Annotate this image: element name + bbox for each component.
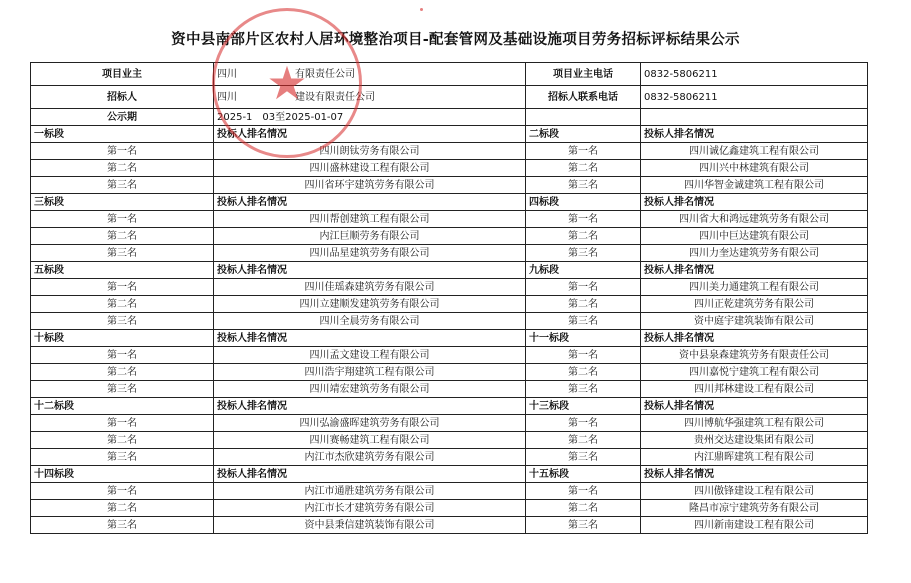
- rank-row: [31, 143, 868, 160]
- lot-name-left: 十二标段: [31, 398, 214, 415]
- lot-name-right: 二标段: [526, 126, 641, 143]
- lot-name-right: 十五标段: [526, 466, 641, 483]
- rank-label-right: 第二名: [526, 500, 641, 517]
- rank-label-left: 第二名: [31, 364, 214, 381]
- rank-label-right: 第一名: [526, 279, 641, 296]
- company-right: 贵州交达建设集团有限公司: [641, 432, 868, 449]
- rank-row: [31, 228, 868, 245]
- company-left: 资中县秉信建筑装饰有限公司: [214, 517, 526, 534]
- company-left: 四川全晨劳务有限公司: [214, 313, 526, 330]
- period-row: [31, 109, 868, 126]
- company-left: 四川孟文建设工程有限公司: [214, 347, 526, 364]
- rank-row: [31, 313, 868, 330]
- rank-row: [31, 415, 868, 432]
- rank-label-left: 第三名: [31, 313, 214, 330]
- rank-label-left: 第三名: [31, 381, 214, 398]
- company-left: 四川品星建筑劳务有限公司: [214, 245, 526, 262]
- company-left: 内江市长才建筑劳务有限公司: [214, 500, 526, 517]
- rank-label-left: 第三名: [31, 517, 214, 534]
- ranking-header-right: 投标人排名情况: [641, 330, 868, 347]
- page-title: 资中县南部片区农村人居环境整治项目-配套管网及基础设施项目劳务招标评标结果公示: [171, 32, 740, 48]
- company-right: 四川傲锋建设工程有限公司: [641, 483, 868, 500]
- lot-header-row: [31, 398, 868, 415]
- rank-label-right: 第三名: [526, 517, 641, 534]
- rank-row: [31, 432, 868, 449]
- ranking-header-left: 投标人排名情况: [214, 194, 526, 211]
- rank-label-right: 第二名: [526, 160, 641, 177]
- company-right: 四川省大和鸿远建筑劳务有限公司: [641, 211, 868, 228]
- company-left: 四川弘渝盛晖建筑劳务有限公司: [214, 415, 526, 432]
- tenderer-value: 四川 建设有限责任公司: [214, 86, 526, 109]
- rank-row: [31, 279, 868, 296]
- owner-row: [31, 63, 868, 86]
- period-empty-1: [526, 109, 641, 126]
- company-right: 资中县泉森建筑劳务有限责任公司: [641, 347, 868, 364]
- tenderer-row: [31, 86, 868, 109]
- rank-row: [31, 364, 868, 381]
- ranking-header-left: 投标人排名情况: [214, 466, 526, 483]
- rank-label-left: 第二名: [31, 160, 214, 177]
- owner-label: 项目业主: [31, 63, 214, 86]
- company-right: 四川邦林建设工程有限公司: [641, 381, 868, 398]
- rank-label-right: 第三名: [526, 177, 641, 194]
- lot-name-left: 十四标段: [31, 466, 214, 483]
- period-empty-2: [641, 109, 868, 126]
- company-right: 四川力奎达建筑劳务有限公司: [641, 245, 868, 262]
- company-right: 内江鼎晖建筑工程有限公司: [641, 449, 868, 466]
- lot-name-right: 十三标段: [526, 398, 641, 415]
- rank-row: [31, 347, 868, 364]
- ranking-header-right: 投标人排名情况: [641, 398, 868, 415]
- ranking-header-left: 投标人排名情况: [214, 126, 526, 143]
- tenderer-phone: 0832-5806211: [641, 86, 868, 109]
- rank-label-right: 第一名: [526, 415, 641, 432]
- company-left: 四川帮创建筑工程有限公司: [214, 211, 526, 228]
- rank-row: [31, 449, 868, 466]
- rank-row: [31, 500, 868, 517]
- rank-label-right: 第二名: [526, 364, 641, 381]
- company-left: 四川赛畅建筑工程有限公司: [214, 432, 526, 449]
- rank-label-right: 第一名: [526, 211, 641, 228]
- rank-label-left: 第三名: [31, 449, 214, 466]
- rank-label-left: 第二名: [31, 228, 214, 245]
- rank-row: [31, 296, 868, 313]
- company-left: 内江市杰欣建筑劳务有限公司: [214, 449, 526, 466]
- company-left: 四川朗钛劳务有限公司: [214, 143, 526, 160]
- ranking-header-left: 投标人排名情况: [214, 330, 526, 347]
- rank-label-right: 第二名: [526, 432, 641, 449]
- rank-row: [31, 177, 868, 194]
- rank-label-left: 第一名: [31, 211, 214, 228]
- seal-star-icon: ★: [266, 56, 308, 110]
- ranking-header-right: 投标人排名情况: [641, 194, 868, 211]
- company-right: 资中庭宇建筑装饰有限公司: [641, 313, 868, 330]
- rank-label-left: 第二名: [31, 500, 214, 517]
- lot-name-left: 十标段: [31, 330, 214, 347]
- owner-phone-label: 项目业主电话: [526, 63, 641, 86]
- tenderer-phone-label: 招标人联系电话: [526, 86, 641, 109]
- company-right: 四川中巨达建筑有限公司: [641, 228, 868, 245]
- result-table: [30, 56, 868, 534]
- company-right: 四川诚亿鑫建筑工程有限公司: [641, 143, 868, 160]
- lot-name-left: 一标段: [31, 126, 214, 143]
- rank-row: [31, 483, 868, 500]
- company-left: 四川靖宏建筑劳务有限公司: [214, 381, 526, 398]
- owner-phone: 0832-5806211: [641, 63, 868, 86]
- rank-label-left: 第一名: [31, 279, 214, 296]
- company-right: 四川美力通建筑工程有限公司: [641, 279, 868, 296]
- lot-name-right: 九标段: [526, 262, 641, 279]
- rank-label-left: 第三名: [31, 177, 214, 194]
- rank-row: [31, 245, 868, 262]
- ranking-header-right: 投标人排名情况: [641, 126, 868, 143]
- lot-header-row: [31, 466, 868, 483]
- lot-name-right: 十一标段: [526, 330, 641, 347]
- rank-label-right: 第一名: [526, 143, 641, 160]
- company-left: 内江巨顺劳务有限公司: [214, 228, 526, 245]
- rank-row: [31, 381, 868, 398]
- company-left: 四川立建顺发建筑劳务有限公司: [214, 296, 526, 313]
- ranking-header-right: 投标人排名情况: [641, 262, 868, 279]
- company-left: 四川佳瑶森建筑劳务有限公司: [214, 279, 526, 296]
- ranking-header-left: 投标人排名情况: [214, 398, 526, 415]
- rank-row: [31, 211, 868, 228]
- company-right: 隆昌市凉宁建筑劳务有限公司: [641, 500, 868, 517]
- rank-label-right: 第三名: [526, 449, 641, 466]
- company-left: 内江市通胜建筑劳务有限公司: [214, 483, 526, 500]
- rank-label-left: 第一名: [31, 415, 214, 432]
- rank-label-left: 第三名: [31, 245, 214, 262]
- rank-label-right: 第一名: [526, 347, 641, 364]
- company-right: 四川华智金诚建筑工程有限公司: [641, 177, 868, 194]
- rank-label-left: 第一名: [31, 143, 214, 160]
- company-left: 四川盛林建设工程有限公司: [214, 160, 526, 177]
- rank-label-left: 第一名: [31, 483, 214, 500]
- company-right: 四川新南建设工程有限公司: [641, 517, 868, 534]
- rank-label-right: 第三名: [526, 381, 641, 398]
- lot-name-left: 五标段: [31, 262, 214, 279]
- rank-label-right: 第二名: [526, 296, 641, 313]
- rank-label-left: 第一名: [31, 347, 214, 364]
- company-right: 四川兴中林建筑有限公司: [641, 160, 868, 177]
- rank-label-left: 第二名: [31, 296, 214, 313]
- lot-header-row: [31, 126, 868, 143]
- lot-header-row: [31, 330, 868, 347]
- owner-value: 四川 有限责任公司: [214, 63, 526, 86]
- company-right: 四川博航华强建筑工程有限公司: [641, 415, 868, 432]
- tenderer-label: 招标人: [31, 86, 214, 109]
- lot-header-row: [31, 262, 868, 279]
- company-right: 四川正乾建筑劳务有限公司: [641, 296, 868, 313]
- rank-row: [31, 160, 868, 177]
- rank-label-right: 第一名: [526, 483, 641, 500]
- rank-label-right: 第二名: [526, 228, 641, 245]
- rank-label-left: 第二名: [31, 432, 214, 449]
- red-dot-mark: [420, 8, 423, 11]
- company-right: 四川嘉悦宁建筑工程有限公司: [641, 364, 868, 381]
- rank-label-right: 第三名: [526, 313, 641, 330]
- lot-name-left: 三标段: [31, 194, 214, 211]
- ranking-header-right: 投标人排名情况: [641, 466, 868, 483]
- period-value: 2025-1 03至2025-01-07: [214, 109, 526, 126]
- company-left: 四川浩宇翔建筑工程有限公司: [214, 364, 526, 381]
- rank-label-right: 第三名: [526, 245, 641, 262]
- period-label: 公示期: [31, 109, 214, 126]
- rank-row: [31, 517, 868, 534]
- lot-name-right: 四标段: [526, 194, 641, 211]
- ranking-header-left: 投标人排名情况: [214, 262, 526, 279]
- company-left: 四川省环宇建筑劳务有限公司: [214, 177, 526, 194]
- lot-header-row: [31, 194, 868, 211]
